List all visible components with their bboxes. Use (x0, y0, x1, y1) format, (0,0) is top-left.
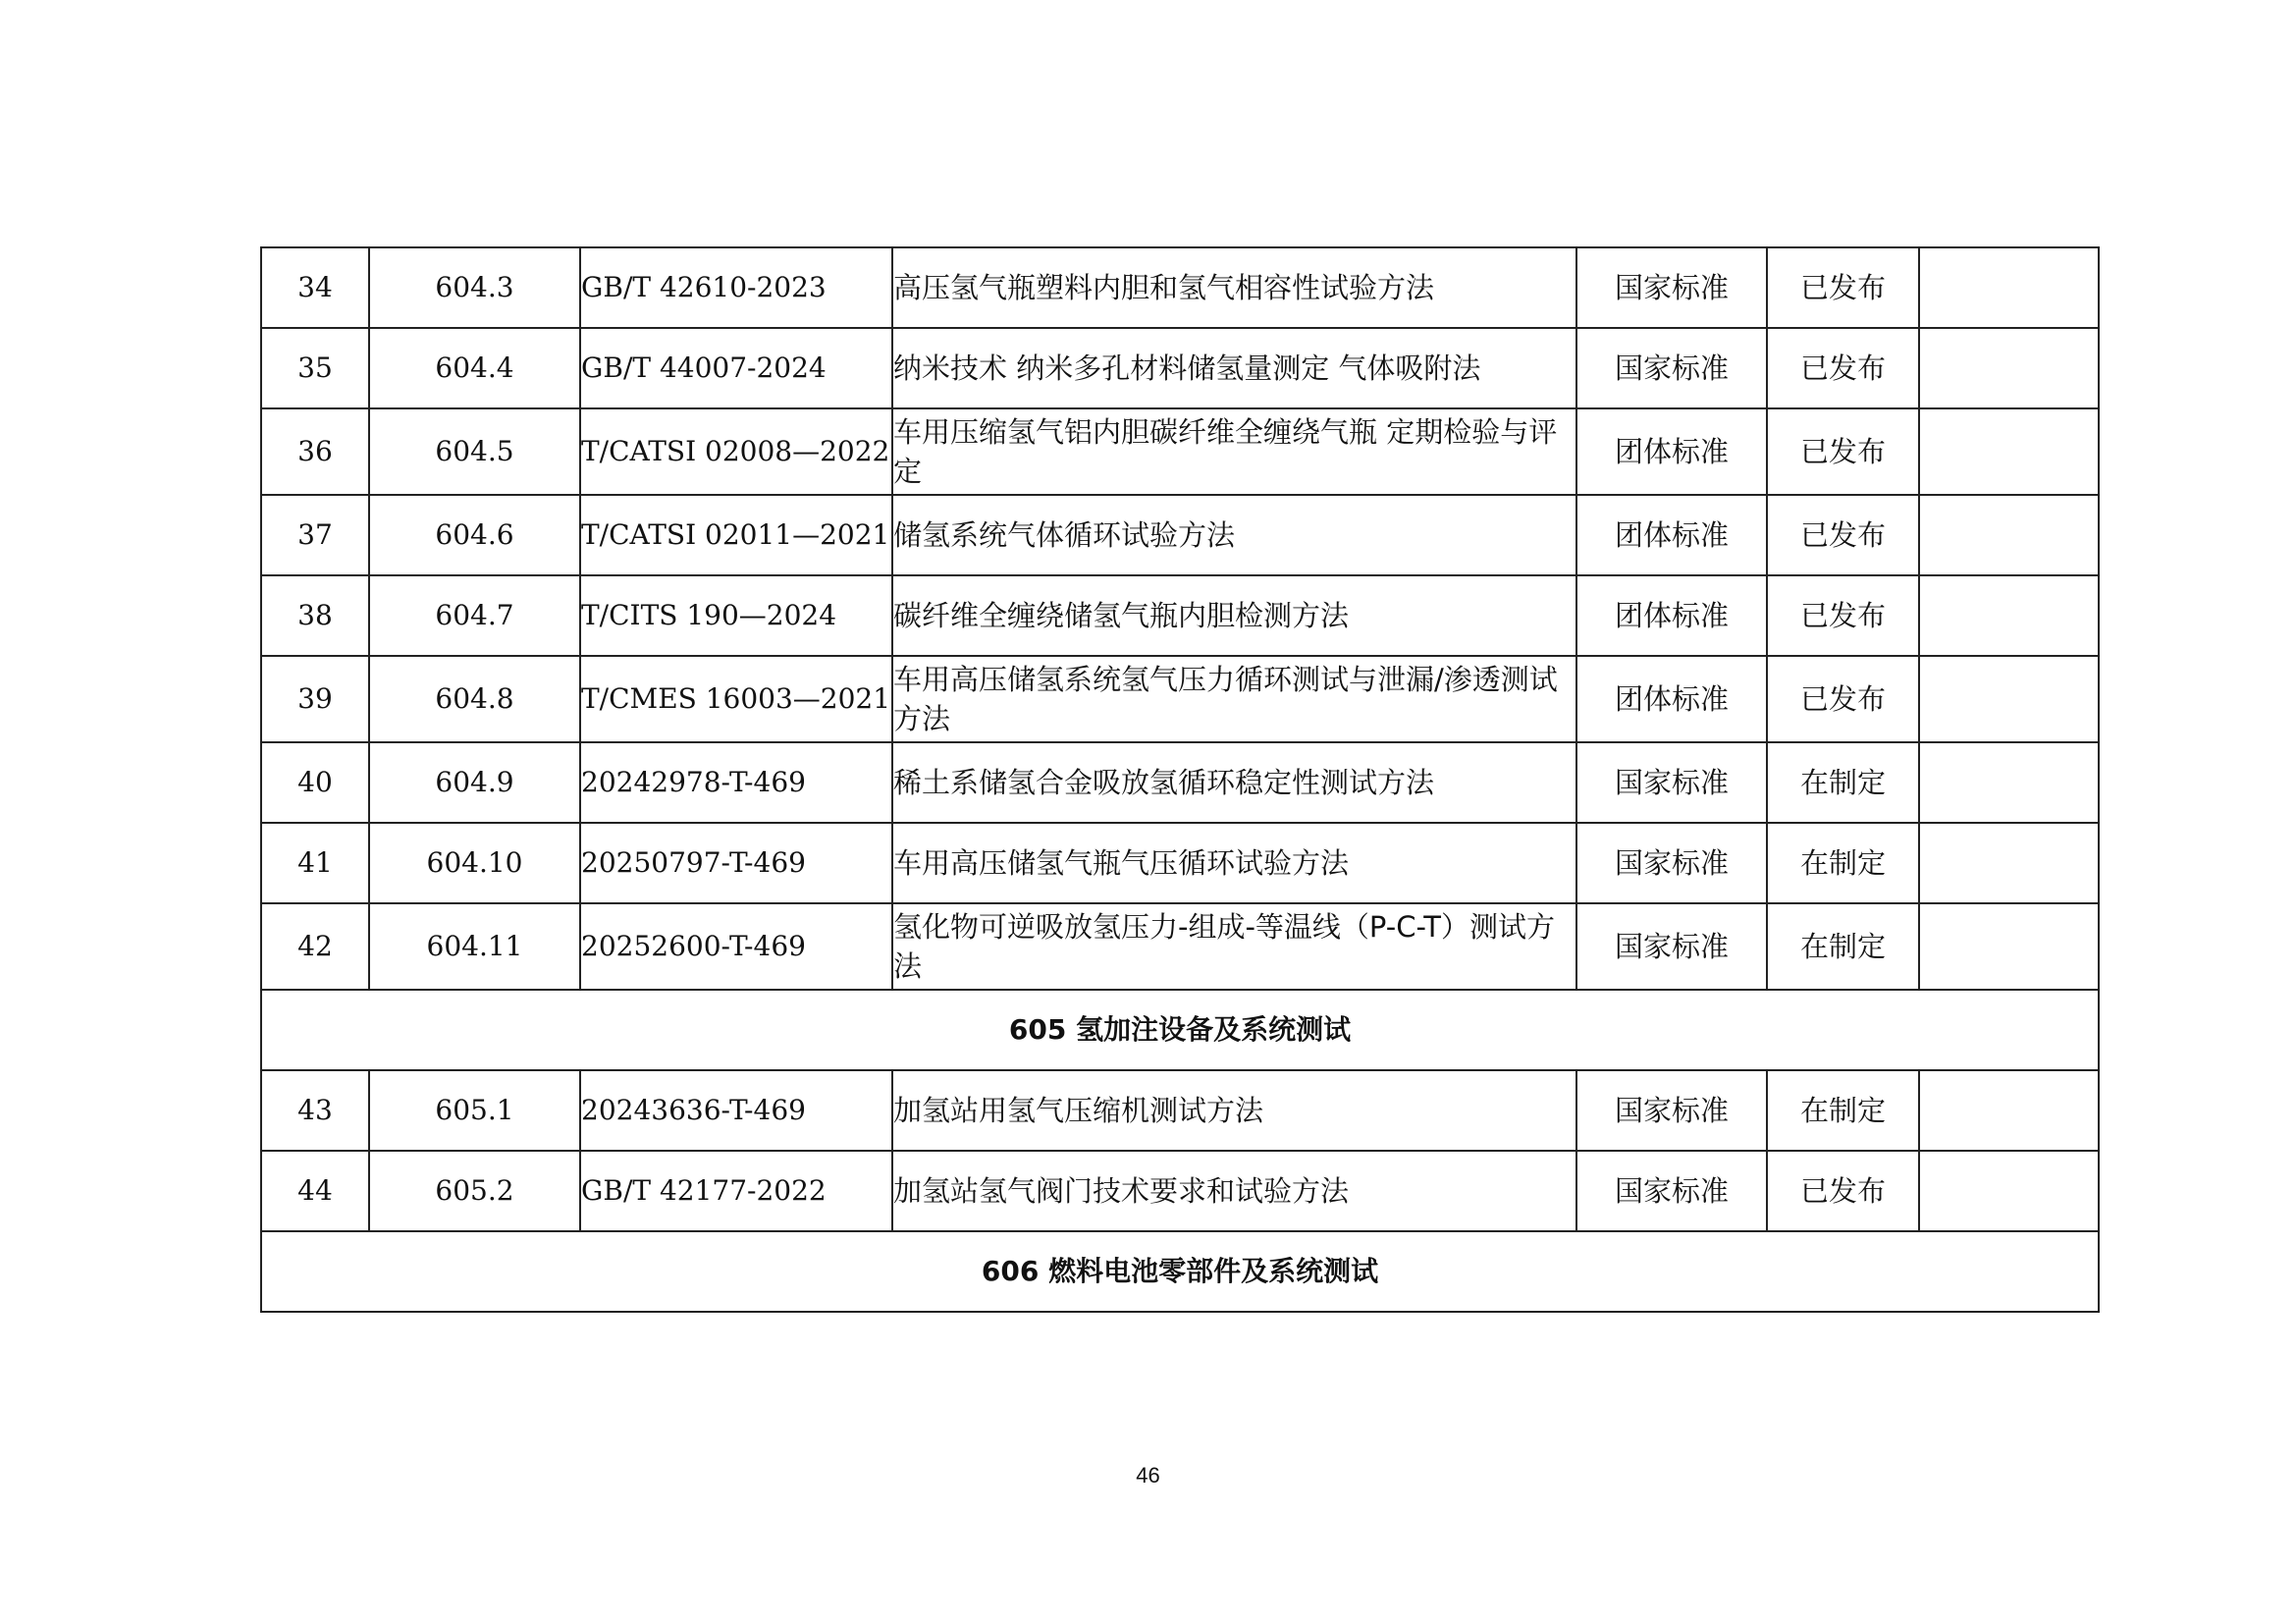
row-standard-number: T/CMES 16003—2021 (580, 656, 892, 742)
row-standard-name: 碳纤维全缠绕储氢气瓶内胆检测方法 (892, 575, 1576, 656)
row-standard-type: 国家标准 (1576, 328, 1767, 408)
row-index: 38 (261, 575, 369, 656)
row-standard-name: 氢化物可逆吸放氢压力-组成-等温线（P-C-T）测试方法 (892, 903, 1576, 990)
row-standard-number: 20242978-T-469 (580, 742, 892, 823)
row-standard-name: 稀土系储氢合金吸放氢循环稳定性测试方法 (892, 742, 1576, 823)
row-status: 在制定 (1767, 903, 1919, 990)
row-index: 42 (261, 903, 369, 990)
table-row (261, 495, 2099, 575)
section-row (261, 1231, 2099, 1312)
row-code: 605.2 (369, 1151, 580, 1231)
table-row (261, 1151, 2099, 1231)
row-status: 已发布 (1767, 495, 1919, 575)
row-index: 37 (261, 495, 369, 575)
table-row (261, 656, 2099, 742)
row-standard-type: 国家标准 (1576, 823, 1767, 903)
row-status: 已发布 (1767, 1151, 1919, 1231)
row-standard-name: 加氢站氢气阀门技术要求和试验方法 (892, 1151, 1576, 1231)
table-row (261, 328, 2099, 408)
standards-table (260, 246, 2100, 1313)
row-status: 已发布 (1767, 408, 1919, 495)
row-status: 已发布 (1767, 247, 1919, 328)
section-row (261, 990, 2099, 1070)
row-note (1919, 247, 2099, 328)
table-row (261, 903, 2099, 990)
row-note (1919, 656, 2099, 742)
row-code: 604.5 (369, 408, 580, 495)
row-note (1919, 328, 2099, 408)
row-note (1919, 903, 2099, 990)
row-standard-type: 国家标准 (1576, 247, 1767, 328)
row-standard-number: GB/T 42610-2023 (580, 247, 892, 328)
row-status: 在制定 (1767, 1070, 1919, 1151)
row-status: 已发布 (1767, 328, 1919, 408)
row-standard-number: GB/T 42177-2022 (580, 1151, 892, 1231)
row-standard-number: 20252600-T-469 (580, 903, 892, 990)
table-row (261, 575, 2099, 656)
row-note (1919, 742, 2099, 823)
row-standard-number: 20243636-T-469 (580, 1070, 892, 1151)
row-standard-number: T/CATSI 02008—2022 (580, 408, 892, 495)
row-code: 604.8 (369, 656, 580, 742)
row-standard-type: 国家标准 (1576, 742, 1767, 823)
table-row (261, 823, 2099, 903)
table-row (261, 408, 2099, 495)
row-code: 604.11 (369, 903, 580, 990)
row-standard-number: T/CITS 190—2024 (580, 575, 892, 656)
row-status: 在制定 (1767, 823, 1919, 903)
table-row (261, 247, 2099, 328)
row-status: 在制定 (1767, 742, 1919, 823)
page-number: 46 (1136, 1463, 1160, 1488)
row-standard-name: 车用压缩氢气铝内胆碳纤维全缠绕气瓶 定期检验与评定 (892, 408, 1576, 495)
row-standard-name: 储氢系统气体循环试验方法 (892, 495, 1576, 575)
row-note (1919, 1151, 2099, 1231)
row-standard-number: GB/T 44007-2024 (580, 328, 892, 408)
row-standard-name: 纳米技术 纳米多孔材料储氢量测定 气体吸附法 (892, 328, 1576, 408)
section-title: 606 燃料电池零部件及系统测试 (261, 1231, 2099, 1312)
row-note (1919, 495, 2099, 575)
row-index: 41 (261, 823, 369, 903)
row-code: 604.10 (369, 823, 580, 903)
row-standard-type: 国家标准 (1576, 903, 1767, 990)
table-row (261, 742, 2099, 823)
row-standard-type: 团体标准 (1576, 575, 1767, 656)
row-code: 604.9 (369, 742, 580, 823)
row-code: 604.7 (369, 575, 580, 656)
row-index: 35 (261, 328, 369, 408)
row-status: 已发布 (1767, 656, 1919, 742)
row-code: 604.3 (369, 247, 580, 328)
row-standard-name: 加氢站用氢气压缩机测试方法 (892, 1070, 1576, 1151)
row-index: 36 (261, 408, 369, 495)
row-index: 34 (261, 247, 369, 328)
row-note (1919, 575, 2099, 656)
row-index: 43 (261, 1070, 369, 1151)
row-index: 40 (261, 742, 369, 823)
section-title: 605 氢加注设备及系统测试 (261, 990, 2099, 1070)
table-row (261, 1070, 2099, 1151)
row-standard-name: 车用高压储氢系统氢气压力循环测试与泄漏/渗透测试方法 (892, 656, 1576, 742)
row-status: 已发布 (1767, 575, 1919, 656)
row-code: 604.6 (369, 495, 580, 575)
row-note (1919, 1070, 2099, 1151)
row-code: 605.1 (369, 1070, 580, 1151)
row-standard-type: 团体标准 (1576, 495, 1767, 575)
row-index: 39 (261, 656, 369, 742)
row-note (1919, 408, 2099, 495)
row-index: 44 (261, 1151, 369, 1231)
row-standard-number: 20250797-T-469 (580, 823, 892, 903)
row-standard-name: 车用高压储氢气瓶气压循环试验方法 (892, 823, 1576, 903)
row-standard-type: 团体标准 (1576, 656, 1767, 742)
row-note (1919, 823, 2099, 903)
row-standard-name: 高压氢气瓶塑料内胆和氢气相容性试验方法 (892, 247, 1576, 328)
row-standard-type: 国家标准 (1576, 1151, 1767, 1231)
row-standard-type: 团体标准 (1576, 408, 1767, 495)
row-code: 604.4 (369, 328, 580, 408)
row-standard-type: 国家标准 (1576, 1070, 1767, 1151)
row-standard-number: T/CATSI 02011—2021 (580, 495, 892, 575)
